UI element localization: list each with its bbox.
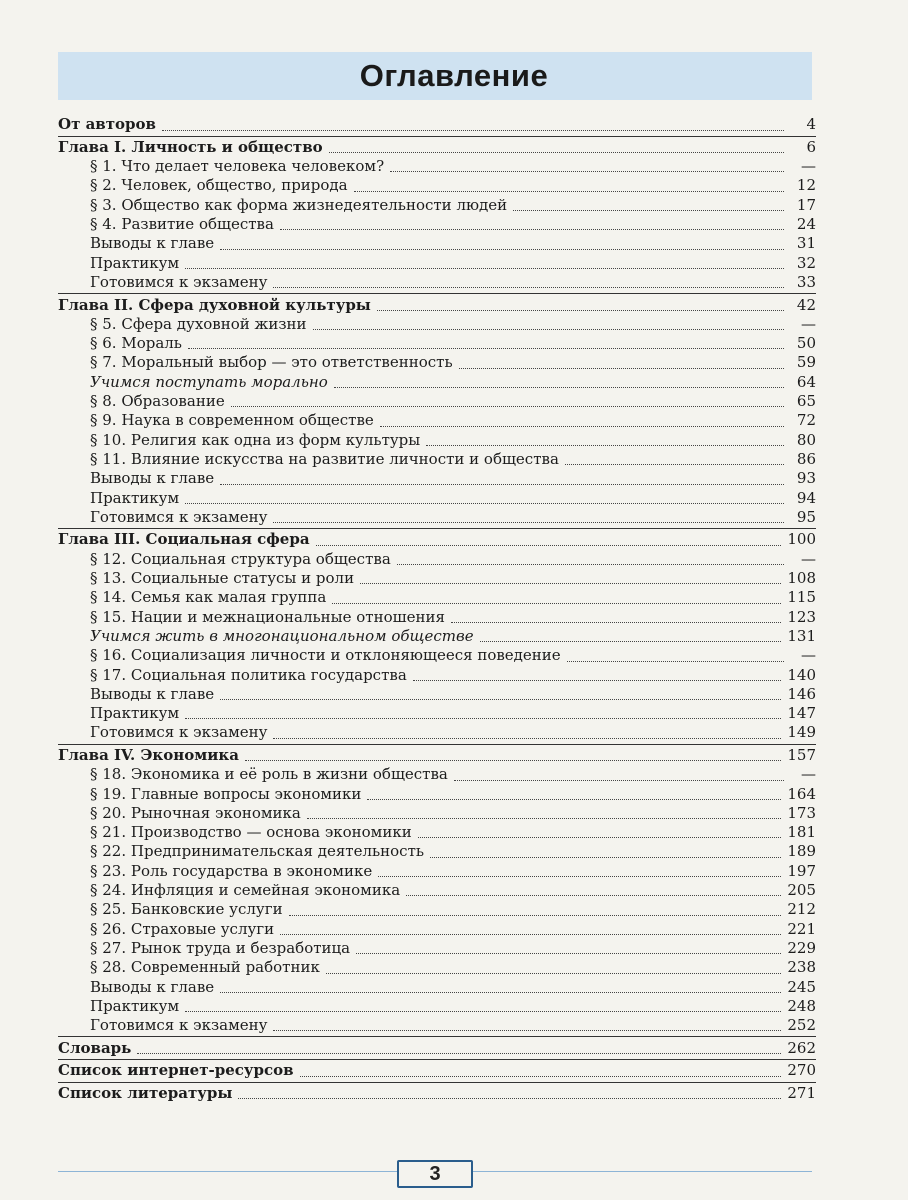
toc-entry-title: § 11. Влияние искусства на развитие личности и общества xyxy=(90,449,559,468)
toc-entry-page: 271 xyxy=(787,1083,816,1102)
toc-chapter-entry xyxy=(58,1039,816,1058)
toc-entry-title: Глава III. Социальная сфера xyxy=(58,530,310,549)
toc-entry xyxy=(58,176,816,195)
toc-entry-title: § 20. Рыночная экономика xyxy=(90,803,301,822)
toc-entry-page: 245 xyxy=(787,977,816,996)
toc-entry-page: — xyxy=(801,314,816,333)
dot-leader xyxy=(567,660,784,662)
toc-entry-title: Учимся жить в многонациональном обществе xyxy=(90,626,474,645)
toc-entry-title: Практикум xyxy=(90,704,180,723)
dot-leader xyxy=(280,933,781,935)
toc-entry-title: § 25. Банковские услуги xyxy=(90,900,283,919)
toc-entry xyxy=(58,842,816,861)
dot-leader xyxy=(188,347,784,349)
toc-entry-page: 65 xyxy=(796,392,816,411)
dot-leader xyxy=(354,190,784,192)
toc-entry xyxy=(58,508,816,527)
dot-leader xyxy=(273,521,784,523)
toc-entry xyxy=(58,157,816,176)
dot-leader xyxy=(220,248,784,250)
dot-leader xyxy=(430,856,781,858)
toc-entry-title: Глава IV. Экономика xyxy=(58,745,239,764)
toc-entry-title: § 6. Мораль xyxy=(90,334,182,353)
toc-entry-title: § 2. Человек, общество, природа xyxy=(90,176,348,195)
dot-leader xyxy=(316,544,782,546)
dot-leader xyxy=(137,1052,781,1054)
page-title: Оглавление xyxy=(359,58,549,93)
toc-entry xyxy=(58,215,816,234)
toc-entry-title: § 7. Моральный выбор — это ответственность xyxy=(90,353,453,372)
toc-entry-page: 17 xyxy=(796,195,816,214)
toc-entry-title: § 1. Что делает человека человеком? xyxy=(90,157,385,176)
toc-entry-title: § 8. Образование xyxy=(90,392,225,411)
toc-chapter-entry xyxy=(58,115,816,134)
toc-entry-page: — xyxy=(801,765,816,784)
toc-entry-page: 262 xyxy=(787,1038,816,1057)
toc-entry-title: § 16. Социализация личности и отклоняющееся поведение xyxy=(90,646,561,665)
toc-entry-page: 6 xyxy=(806,137,816,156)
toc-entry-title: Готовимся к экзамену xyxy=(90,1016,268,1035)
toc-entry xyxy=(58,666,816,685)
toc-entry-title: Практикум xyxy=(90,488,180,507)
dot-leader xyxy=(238,1097,781,1099)
toc-entry-title: § 4. Развитие общества xyxy=(90,215,274,234)
toc-entry-title: § 15. Нации и межнациональные отношения xyxy=(90,607,445,626)
toc-entry-page: 197 xyxy=(787,861,816,880)
toc-entry-title: Практикум xyxy=(90,996,180,1015)
toc-entry xyxy=(58,785,816,804)
toc-entry-title: Выводы к главе xyxy=(90,469,215,488)
toc-entry xyxy=(58,254,816,273)
toc-entry-title: § 22. Предпринимательская деятельность xyxy=(90,842,425,861)
toc-entry-page: 147 xyxy=(787,704,816,723)
dot-leader xyxy=(220,991,781,993)
toc-entry xyxy=(58,608,816,627)
dot-leader xyxy=(326,972,782,974)
dot-leader xyxy=(220,483,784,485)
dot-leader xyxy=(273,737,781,739)
toc-entry-page: 123 xyxy=(787,607,816,626)
toc-entry xyxy=(58,646,816,665)
toc-entry-page: 86 xyxy=(796,449,816,468)
toc-entry xyxy=(58,765,816,784)
dot-leader xyxy=(313,328,784,330)
dot-leader xyxy=(397,563,784,565)
toc-entry-page: 252 xyxy=(787,1016,816,1035)
dot-leader xyxy=(459,367,784,369)
toc-entry-page: 140 xyxy=(787,665,816,684)
toc-entry-page: 31 xyxy=(796,234,816,253)
toc-entry xyxy=(58,823,816,842)
toc-entry xyxy=(58,723,816,742)
dot-leader xyxy=(454,779,784,781)
toc-entry-page: 131 xyxy=(787,626,816,645)
toc-entry xyxy=(58,469,816,488)
separator-line xyxy=(58,293,816,294)
toc-chapter-entry xyxy=(58,746,816,765)
toc-entry xyxy=(58,627,816,646)
dot-leader xyxy=(367,798,781,800)
toc-entry xyxy=(58,804,816,823)
dot-leader xyxy=(380,425,784,427)
toc-entry-page: 189 xyxy=(787,842,816,861)
toc-entry-title: § 3. Общество как форма жизнедеятельности людей xyxy=(90,195,508,214)
toc-entry xyxy=(58,978,816,997)
toc-entry-title: § 12. Социальная структура общества xyxy=(90,549,391,568)
page-number: 3 xyxy=(397,1160,473,1188)
toc-entry-page: 80 xyxy=(796,430,816,449)
toc-entry xyxy=(58,334,816,353)
toc-entry xyxy=(58,353,816,372)
dot-leader xyxy=(162,129,784,131)
toc-entry-title: § 9. Наука в современном обществе xyxy=(90,411,374,430)
toc-entry-title: Выводы к главе xyxy=(90,684,215,703)
toc-entry xyxy=(58,392,816,411)
dot-leader xyxy=(413,679,782,681)
toc-entry-title: § 26. Страховые услуги xyxy=(90,919,275,938)
toc-entry-title: § 10. Религия как одна из форм культуры xyxy=(90,430,421,449)
dot-leader xyxy=(231,405,784,407)
dot-leader xyxy=(426,444,784,446)
dot-leader xyxy=(377,309,784,311)
toc-entry-title: Практикум xyxy=(90,253,180,272)
toc-entry-page: 72 xyxy=(796,411,816,430)
dot-leader xyxy=(451,621,781,623)
toc-entry-page: 149 xyxy=(787,723,816,742)
toc-entry-page: — xyxy=(801,646,816,665)
toc-entry xyxy=(58,685,816,704)
toc-entry-title: Готовимся к экзамену xyxy=(90,723,268,742)
toc-entry xyxy=(58,450,816,469)
separator-line xyxy=(58,1059,816,1060)
dot-leader xyxy=(332,602,781,604)
toc-entry-title: Готовимся к экзамену xyxy=(90,507,268,526)
toc-entry-title: § 18. Экономика и её роль в жизни общества xyxy=(90,765,448,784)
dot-leader xyxy=(185,1010,781,1012)
dot-leader xyxy=(185,502,784,504)
toc-entry-title: Выводы к главе xyxy=(90,234,215,253)
toc-entry-page: — xyxy=(801,157,816,176)
dot-leader xyxy=(289,914,782,916)
toc-entry-title: Учимся поступать морально xyxy=(90,372,328,391)
toc-entry-title: Выводы к главе xyxy=(90,977,215,996)
toc-entry-page: 59 xyxy=(796,353,816,372)
toc-entry xyxy=(58,939,816,958)
dot-leader xyxy=(245,759,781,761)
toc-entry-title: § 13. Социальные статусы и роли xyxy=(90,569,355,588)
toc-entry xyxy=(58,900,816,919)
toc-entry xyxy=(58,862,816,881)
dot-leader xyxy=(378,875,781,877)
toc-entry-title: Глава II. Сфера духовной культуры xyxy=(58,295,371,314)
toc-entry-page: 115 xyxy=(787,588,816,607)
separator-line xyxy=(58,1036,816,1037)
toc-entry-page: 64 xyxy=(796,372,816,391)
toc-chapter-entry xyxy=(58,296,816,315)
toc-entry-page: 24 xyxy=(796,215,816,234)
toc-entry-page: 50 xyxy=(796,334,816,353)
dot-leader xyxy=(418,836,782,838)
toc-entry-page: 238 xyxy=(787,958,816,977)
toc-entry xyxy=(58,196,816,215)
toc-entry-page: 173 xyxy=(787,803,816,822)
dot-leader xyxy=(513,209,784,211)
dot-leader xyxy=(329,151,784,153)
toc-entry-title: Список литературы xyxy=(58,1083,233,1102)
toc-entry xyxy=(58,881,816,900)
toc-entry-page: 146 xyxy=(787,684,816,703)
toc-entry-title: § 21. Производство — основа экономики xyxy=(90,823,412,842)
toc-entry xyxy=(58,588,816,607)
toc-entry-page: 108 xyxy=(787,569,816,588)
toc-entry-title: Глава I. Личность и общество xyxy=(58,137,323,156)
toc-entry xyxy=(58,1016,816,1035)
toc-entry-page: 164 xyxy=(787,784,816,803)
dot-leader xyxy=(480,640,782,642)
toc-entry-title: § 28. Современный работник xyxy=(90,958,320,977)
dot-leader xyxy=(273,286,784,288)
toc-entry-title: § 19. Главные вопросы экономики xyxy=(90,784,362,803)
dot-leader xyxy=(565,463,784,465)
dot-leader xyxy=(356,952,781,954)
toc-chapter-entry xyxy=(58,530,816,549)
separator-line xyxy=(58,744,816,745)
toc-entry-page: 94 xyxy=(796,488,816,507)
toc-entry-title: § 5. Сфера духовной жизни xyxy=(90,314,307,333)
toc-entry-title: § 23. Роль государства в экономике xyxy=(90,861,373,880)
separator-line xyxy=(58,1082,816,1083)
dot-leader xyxy=(220,698,781,700)
toc-entry xyxy=(58,273,816,292)
toc-entry-page: 229 xyxy=(787,938,816,957)
toc-entry-page: 270 xyxy=(787,1061,816,1080)
toc-entry xyxy=(58,704,816,723)
toc-entry-page: 212 xyxy=(787,900,816,919)
dot-leader xyxy=(307,817,782,819)
toc-entry-page: 93 xyxy=(796,469,816,488)
toc-chapter-entry xyxy=(58,1061,816,1080)
toc-entry-page: 32 xyxy=(796,253,816,272)
toc-entry-title: От авторов xyxy=(58,115,156,134)
separator-line xyxy=(58,136,816,137)
toc-entry-page: 157 xyxy=(787,745,816,764)
toc-entry-title: § 27. Рынок труда и безработица xyxy=(90,938,351,957)
toc-entry-page: 181 xyxy=(787,823,816,842)
toc-entry-page: — xyxy=(801,549,816,568)
toc-entry-page: 42 xyxy=(796,295,816,314)
toc-entry-page: 221 xyxy=(787,919,816,938)
toc-entry xyxy=(58,997,816,1016)
dot-leader xyxy=(360,582,781,584)
dot-leader xyxy=(334,386,784,388)
dot-leader xyxy=(300,1075,782,1077)
toc-entry xyxy=(58,550,816,569)
toc-entry-page: 205 xyxy=(787,881,816,900)
toc-entry-title: Готовимся к экзамену xyxy=(90,272,268,291)
toc-entry-title: Список интернет-ресурсов xyxy=(58,1061,294,1080)
toc-entry-page: 33 xyxy=(796,272,816,291)
toc-entry xyxy=(58,920,816,939)
toc-entry-page: 12 xyxy=(796,176,816,195)
toc-entry-title: § 24. Инфляция и семейная экономика xyxy=(90,881,401,900)
dot-leader xyxy=(390,170,784,172)
toc-entry-page: 100 xyxy=(787,530,816,549)
toc-entry-page: 95 xyxy=(796,507,816,526)
dot-leader xyxy=(273,1029,781,1031)
dot-leader xyxy=(185,717,781,719)
toc-entry xyxy=(58,569,816,588)
toc-entry-title: Словарь xyxy=(58,1038,132,1057)
toc-entry xyxy=(58,373,816,392)
separator-line xyxy=(58,528,816,529)
toc-entry-page: 4 xyxy=(806,115,816,134)
toc-entry-page: 248 xyxy=(787,996,816,1015)
toc-entry xyxy=(58,315,816,334)
toc-entry xyxy=(58,958,816,977)
toc-entry xyxy=(58,411,816,430)
toc-entry xyxy=(58,431,816,450)
toc-entry-title: § 17. Социальная политика государства xyxy=(90,665,407,684)
dot-leader xyxy=(185,267,784,269)
dot-leader xyxy=(280,228,784,230)
toc-chapter-entry xyxy=(58,1084,816,1103)
table-of-contents xyxy=(58,114,816,1103)
toc-entry-title: § 14. Семья как малая группа xyxy=(90,588,327,607)
toc-chapter-entry xyxy=(58,138,816,157)
toc-entry xyxy=(58,234,816,253)
dot-leader xyxy=(406,894,781,896)
toc-entry xyxy=(58,489,816,508)
